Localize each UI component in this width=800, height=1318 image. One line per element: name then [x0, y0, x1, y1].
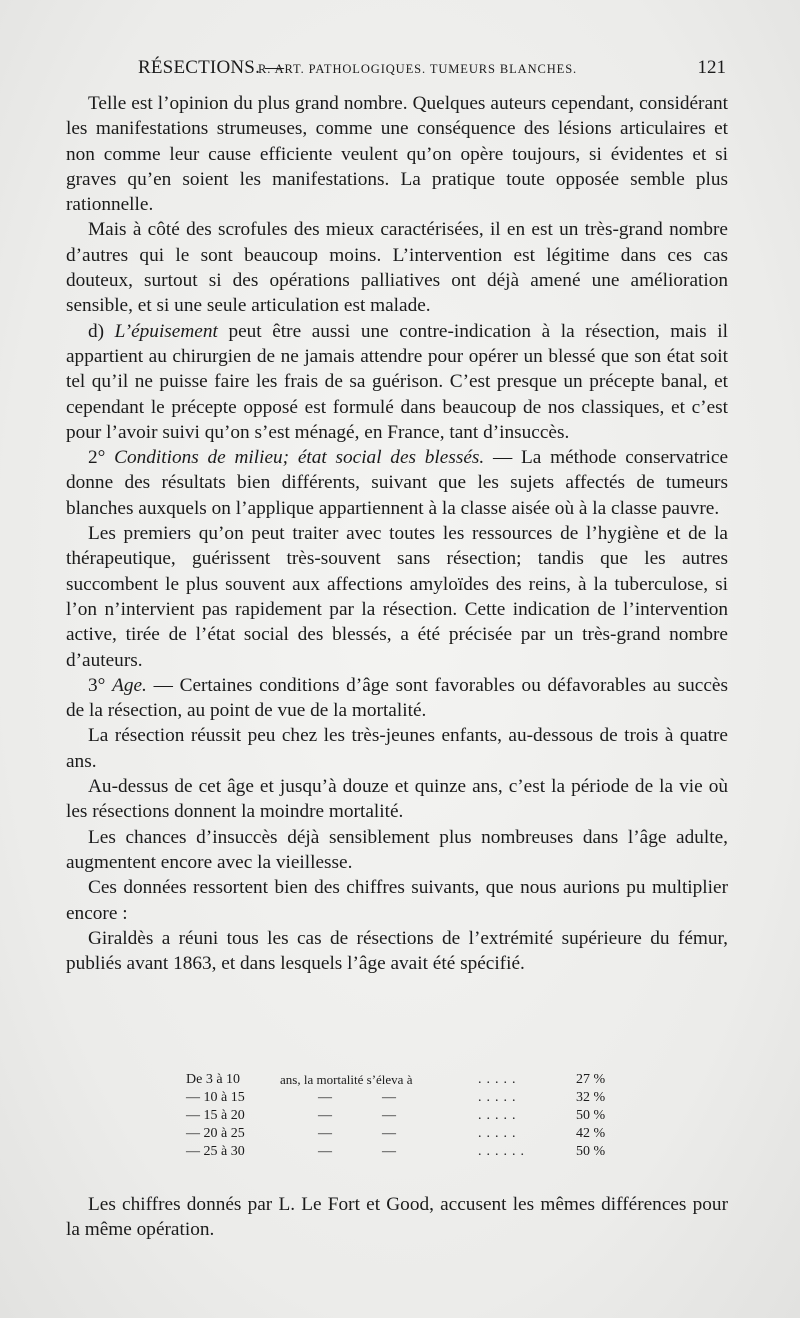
- paragraph-conditions: [66, 445, 728, 521]
- ditto-mark: —: [382, 1090, 396, 1105]
- section-title-age: Age.: [112, 674, 147, 696]
- mortality-value: 27 %: [576, 1072, 606, 1087]
- ditto-mark: —: [382, 1108, 396, 1123]
- body-text: [66, 91, 728, 976]
- paragraph-age: [66, 673, 728, 724]
- age-range: — 25 à 30: [186, 1144, 245, 1159]
- ditto-mark: —: [318, 1090, 332, 1105]
- row-label: ans, la mortalité s’éleva à: [280, 1072, 413, 1087]
- section-title-conditions: Conditions de milieu; état social des blessés.: [114, 447, 485, 469]
- section-title-epuisement: L’épuisement: [114, 320, 218, 342]
- paragraph-opinion: Telle est l’opinion du plus grand nombre. Quelques auteurs cependant, considérant les manifestations strumeuses, comme une conséquence des lésions articulaires et non comme leur cause efficiente veulent qu’on opère toujours, si évidentes et si graves qu’en soient les manifestations. La pratique toute opposée semble plus rationnelle.: [66, 93, 728, 216]
- age-range: — 20 à 25: [186, 1126, 245, 1141]
- age-range: De 3 à 10: [186, 1072, 241, 1087]
- header-subtitle: R. ART. PATHOLOGIQUES. TUMEURS BLANCHES.: [258, 62, 578, 76]
- leader-dots: .....: [478, 1090, 521, 1105]
- age-range: — 15 à 20: [186, 1108, 245, 1123]
- table-row: [186, 1072, 626, 1090]
- ditto-mark: —: [318, 1144, 332, 1159]
- table-row: [186, 1090, 626, 1108]
- para-marker: 2°: [88, 447, 106, 469]
- mortality-value: 32 %: [576, 1090, 606, 1105]
- para-marker: d): [88, 320, 105, 342]
- paragraph-jeunes: La résection réussit peu chez les très-jeunes enfants, au-dessous de trois à quatre ans.: [66, 725, 728, 772]
- paragraph-age-text: — Certaines conditions d’âge sont favorables ou défavorables au succès de la résection, au point de vue de la mortalité.: [66, 674, 728, 722]
- mortality-value: 50 %: [576, 1108, 606, 1123]
- mortality-table: [186, 1072, 626, 1162]
- table-row: [186, 1144, 626, 1162]
- mortality-value: 50 %: [576, 1144, 606, 1159]
- age-range: — 10 à 15: [186, 1090, 245, 1105]
- paragraph-douze-quinze: Au-dessus de cet âge et jusqu’à douze et quinze ans, c’est la période de la vie où les résections donnent la moindre mortalité.: [66, 776, 728, 823]
- paragraph-epuisement: [66, 319, 728, 445]
- leader-dots: .....: [478, 1126, 521, 1141]
- ditto-mark: —: [382, 1144, 396, 1159]
- running-header: [66, 57, 730, 87]
- table-row: [186, 1126, 626, 1144]
- paragraph-giraldes: Giraldès a réuni tous les cas de résections de l’extrémité supérieure du fémur, publiés avant 1863, et dans lesquels l’âge avait été spécifié.: [66, 927, 728, 975]
- mortality-value: 42 %: [576, 1126, 606, 1141]
- ditto-mark: —: [318, 1108, 332, 1123]
- paragraph-conditions-text: — La méthode conservatrice donne des résultats bien différents, suivant que les sujets affectés de tumeurs blanches auxquels on l’applique appartiennent à la classe aisée où à la classe pauvre.: [66, 447, 729, 519]
- ditto-mark: —: [382, 1126, 396, 1141]
- para-marker: 3°: [88, 674, 106, 696]
- paragraph-insucces: Les chances d’insuccès déjà sensiblement plus nombreuses dans l’âge adulte, augmentent encore avec la vieillesse.: [66, 826, 728, 873]
- paragraph-le-fort: Les chiffres donnés par L. Le Fort et Good, accusent les mêmes différences pour la même opération.: [66, 1194, 728, 1241]
- paragraph-donnees: Ces données ressortent bien des chiffres suivants, que nous aurions pu multiplier encore :: [66, 877, 728, 924]
- table-row: [186, 1108, 626, 1126]
- closing-text: [66, 1192, 728, 1243]
- ditto-mark: —: [318, 1126, 332, 1141]
- leader-dots: ......: [478, 1144, 529, 1159]
- leader-dots: .....: [478, 1108, 521, 1123]
- paragraph-premiers: Les premiers qu’on peut traiter avec toutes les ressources de l’hygiène et de la thérapeutique, guérissent très-souvent sans résection; tandis que les autres succombent le plus souvent aux affections amyloïdes des reins, à la tuberculose, si l’on n’intervient pas rapidement par la résection. Cette indication de l’intervention active, tirée de l’état social des blessés, a été précisée par un très-grand nombre d’auteurs.: [66, 523, 728, 671]
- leader-dots: .....: [478, 1072, 521, 1087]
- paragraph-scrofules: Mais à côté des scrofules des mieux caractérisées, il en est un très-grand nombre d’autres qui le sont beaucoup moins. L’intervention est légitime dans ces cas douteux, surtout si des opérations palliatives ont déjà amené une amélioration sensible, et si une seule articulation est malade.: [66, 219, 728, 317]
- page-number: 121: [697, 57, 726, 78]
- paragraph-epuisement-text: peut être aussi une contre-indication à la résection, mais il appartient au chirurgien de ne jamais attendre pour opérer un blessé que son état soit tel qu’il ne puisse faire les frais de sa guérison. C’est presque un précepte banal, et cependant le précepte opposé est formulé dans beaucoup de nos classiques, et c’est pour l’avoir suivi qu’on s’est ménagé, en France, tant d’insuccès.: [66, 320, 728, 443]
- header-title: RÉSECTIONS. —: [138, 57, 285, 78]
